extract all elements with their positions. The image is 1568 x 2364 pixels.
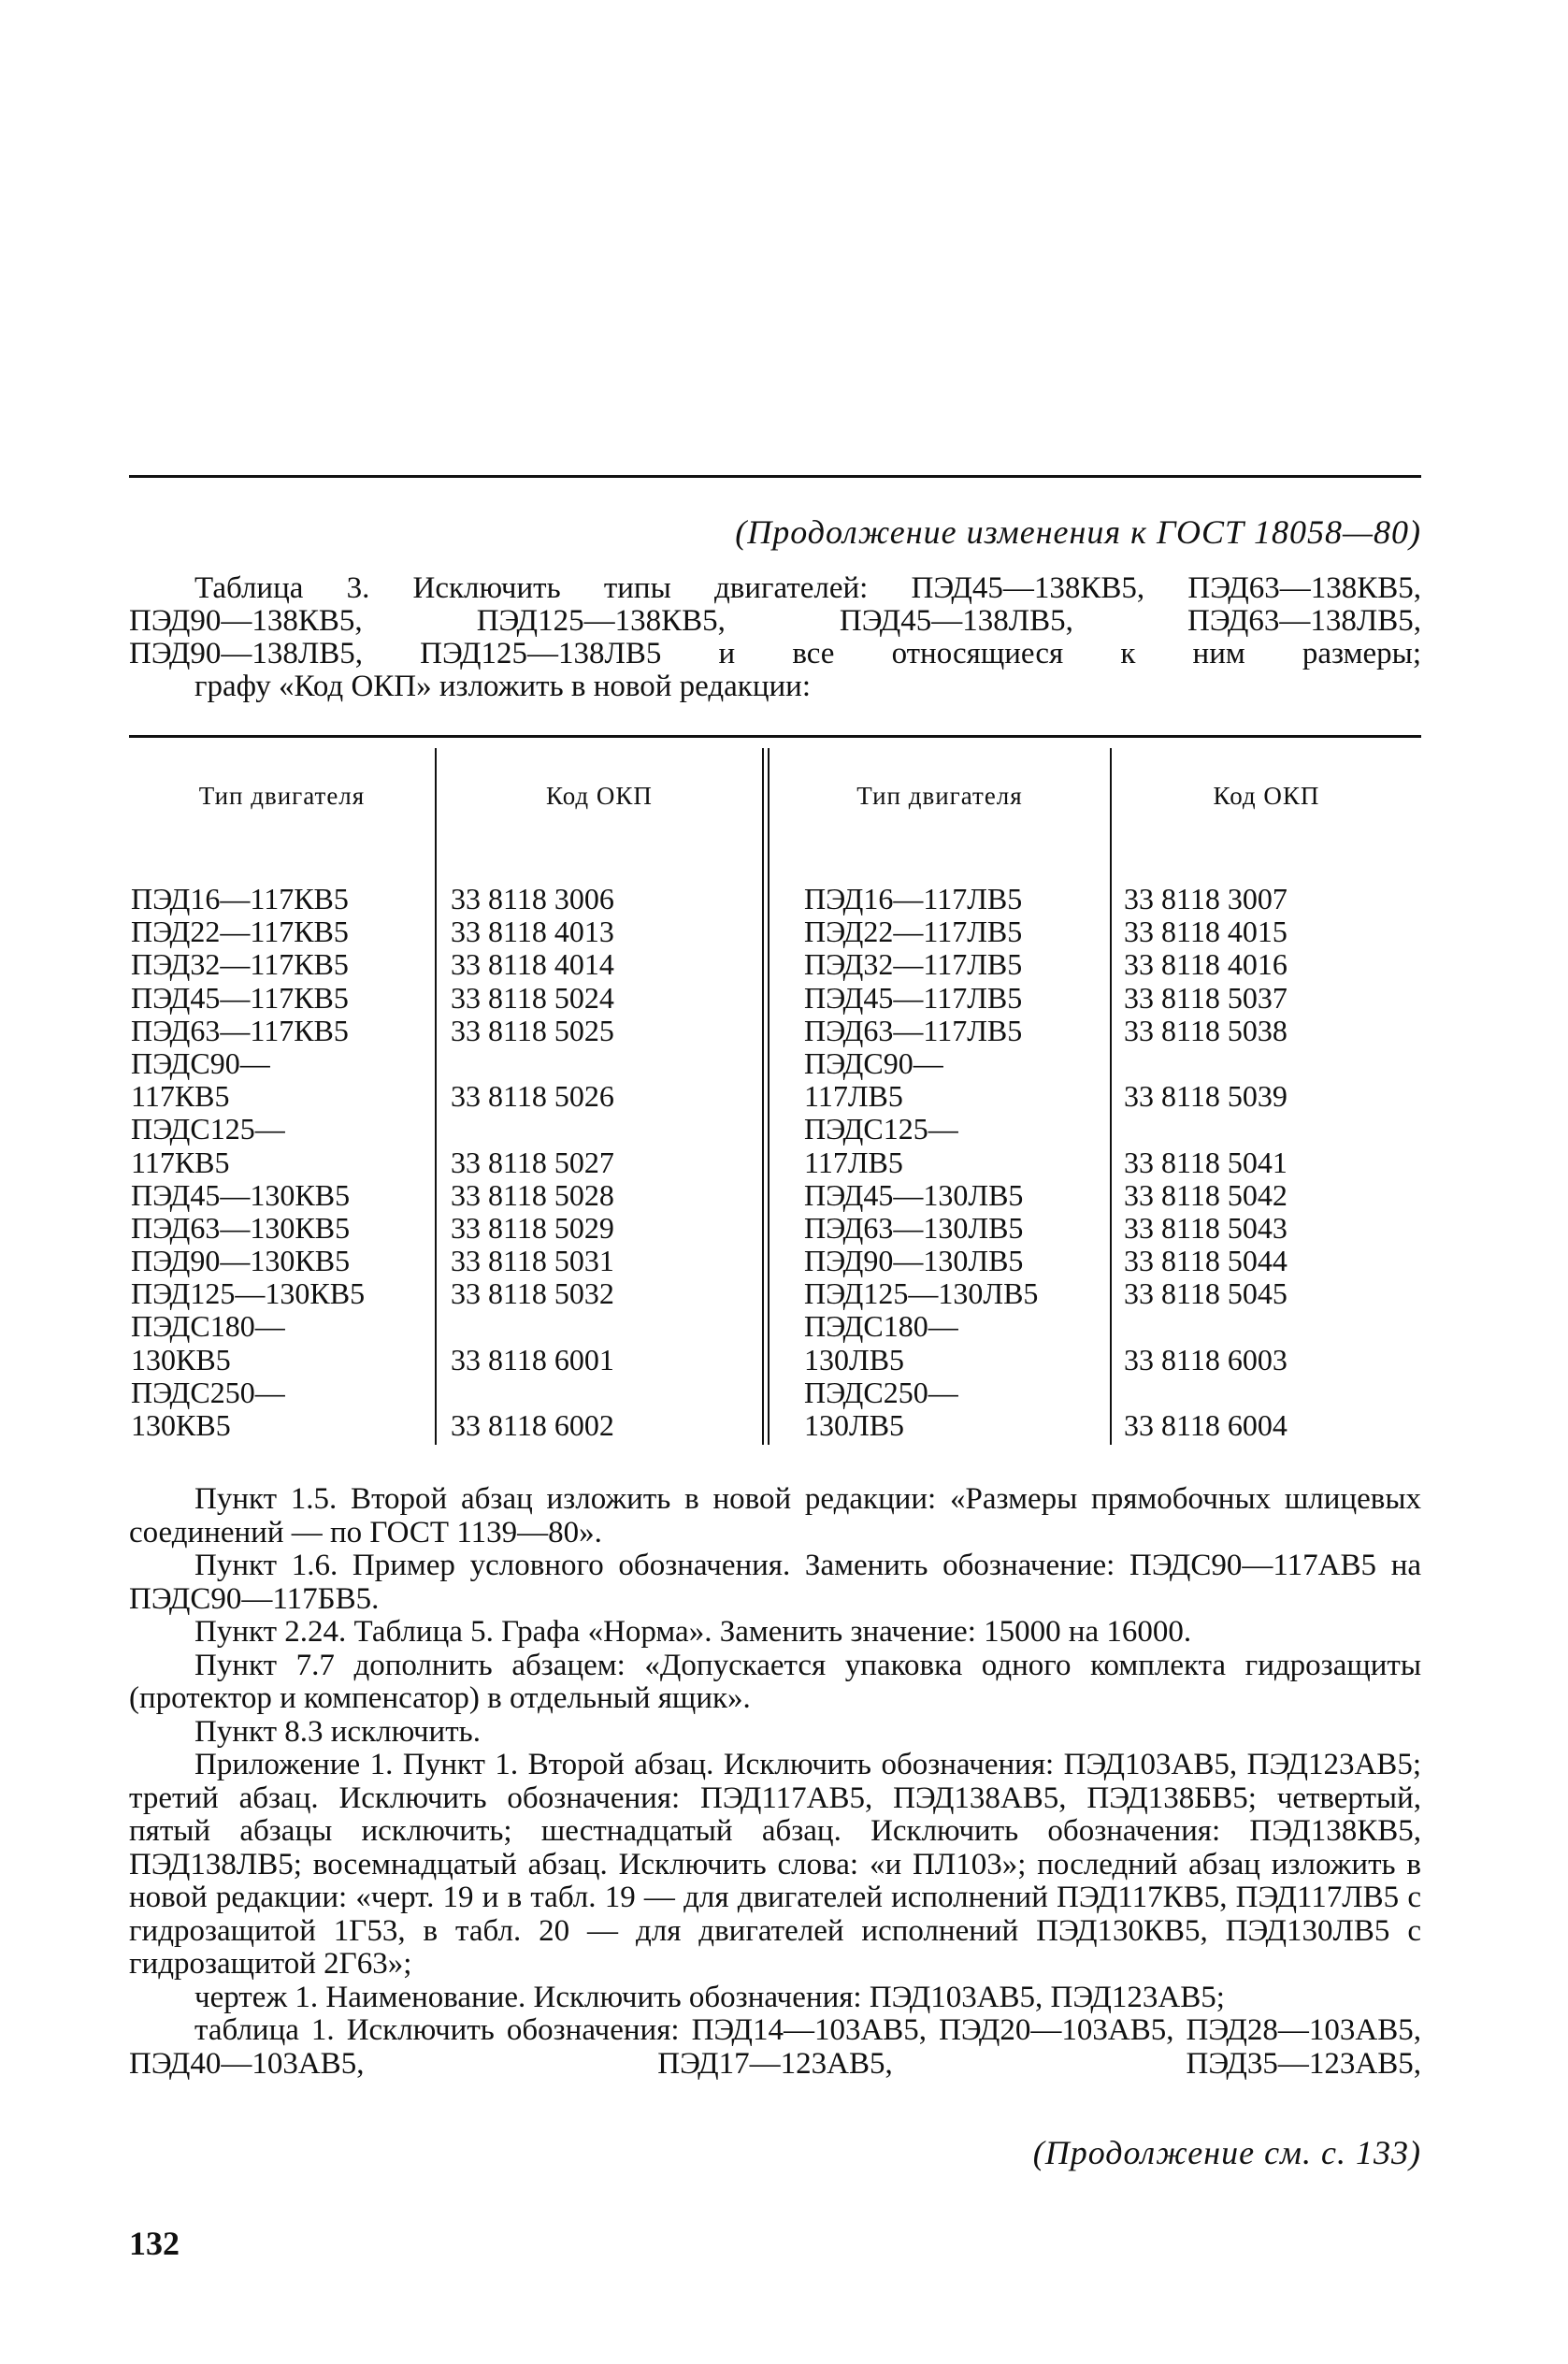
- motor-type-cell: 130КВ5: [131, 1408, 231, 1442]
- continuation-header: (Продолжение изменения к ГОСТ 18058—80): [735, 513, 1421, 551]
- header-code-left: Код ОКП: [546, 782, 653, 810]
- okp-code-cell: 33 8118 5025: [451, 1013, 614, 1047]
- motor-type-cell: ПЭД90—130ЛВ5: [804, 1244, 1024, 1278]
- paragraph-7-7: Пункт 7.7 дополнить абзацем: «Допускается упаковка одного комплекта гидрозащиты (протектор и компенсатор) в отдельный ящик».: [129, 1648, 1421, 1715]
- paragraph-1-5: Пункт 1.5. Второй абзац изложить в новой редакции: «Размеры прямобочных шлицевых соединений — по ГОСТ 1139—80».: [129, 1482, 1421, 1550]
- paragraph-appendix-1: Приложение 1. Пункт 1. Второй абзац. Исключить обозначения: ПЭД103АВ5, ПЭД123АВ5; третий абзац. Исключить обозначения: ПЭД117АВ5, ПЭД138АВ5, ПЭД138БВ5; четвертый, пятый абзацы исключить; шестнадцатый абзац. Исключить обозначения: ПЭД138КВ5, ПЭД138ЛВ5; восемнадцатый абзац. Исключить слова: «и ПЛ103»; последний абзац изложить в новой редакции: «черт. 19 и в табл. 19 — для двигателей исполнений ПЭД117КВ5, ПЭД117ЛВ5 с гидрозащитой 1Г53, в табл. 20 — для двигателей исполнений ПЭД130КВ5, ПЭД130ЛВ5 с гидрозащитой 2Г63»;: [129, 1748, 1421, 1981]
- motor-type-cell: ПЭД63—117КВ5: [131, 1013, 349, 1047]
- paragraph-table-1: таблица 1. Исключить обозначения: ПЭД14—103АВ5, ПЭД20—103АВ5, ПЭД28—103АВ5, ПЭД40—103АВ5, ПЭД17—123АВ5, ПЭД35—123АВ5,: [129, 2013, 1421, 2081]
- motor-type-cell: ПЭДС125—: [804, 1112, 958, 1146]
- okp-code-cell: 33 8118 4015: [1124, 915, 1287, 949]
- motor-type-cell: ПЭД22—117ЛВ5: [804, 915, 1023, 949]
- motor-type-cell: ПЭД125—130КВ5: [131, 1276, 366, 1311]
- okp-code-cell: 33 8118 5044: [1124, 1244, 1287, 1278]
- motor-type-cell: 117ЛВ5: [804, 1145, 903, 1179]
- column-right-types: [804, 883, 1038, 1442]
- motor-type-cell: ПЭД45—130ЛВ5: [804, 1177, 1024, 1212]
- okp-code-cell: 33 8118 6004: [1124, 1408, 1287, 1442]
- okp-code-cell: 33 8118 6002: [451, 1408, 614, 1442]
- okp-code-cell: 33 8118 5043: [1124, 1210, 1287, 1245]
- okp-code-cell: [1124, 1113, 1287, 1146]
- okp-code-cell: 33 8118 5026: [451, 1079, 614, 1114]
- motor-type-cell: ПЭДС180—: [804, 1309, 958, 1344]
- paragraph-8-3: Пункт 8.3 исключить.: [194, 1714, 481, 1749]
- okp-code-cell: 33 8118 5037: [1124, 980, 1287, 1015]
- motor-type-cell: ПЭД32—117ЛВ5: [804, 947, 1023, 982]
- okp-code-cell: [1124, 1047, 1287, 1080]
- okp-code-cell: [451, 1113, 614, 1146]
- okp-code-cell: 33 8118 6003: [1124, 1342, 1287, 1377]
- motor-type-cell: 130КВ5: [131, 1342, 231, 1377]
- okp-code-cell: 33 8118 5027: [451, 1145, 614, 1179]
- table-divider-1: [435, 748, 437, 1445]
- intro-line-2: ПЭД90—138КВ5, ПЭД125—138КВ5, ПЭД45—138ЛВ5, ПЭД63—138ЛВ5,: [129, 604, 1421, 638]
- okp-code-cell: 33 8118 5024: [451, 980, 614, 1015]
- motor-type-cell: ПЭД32—117КВ5: [131, 947, 349, 982]
- okp-code-cell: 33 8118 5038: [1124, 1013, 1287, 1047]
- okp-code-cell: 33 8118 4013: [451, 915, 614, 949]
- motor-type-cell: ПЭД45—117ЛВ5: [804, 980, 1023, 1015]
- intro-line-3: ПЭД90—138ЛВ5, ПЭД125—138ЛВ5 и все относящиеся к ним размеры;: [129, 637, 1421, 670]
- paragraph-drawing-1: чертеж 1. Наименование. Исключить обозначения: ПЭД103АВ5, ПЭД123АВ5;: [194, 1980, 1225, 2014]
- okp-code-cell: [451, 1047, 614, 1080]
- okp-code-cell: [1124, 1377, 1287, 1409]
- motor-type-cell: ПЭД16—117КВ5: [131, 882, 349, 915]
- motor-type-cell: 130ЛВ5: [804, 1342, 905, 1377]
- okp-code-cell: 33 8118 5032: [451, 1276, 614, 1311]
- header-type-right: Тип двигателя: [856, 782, 1023, 810]
- motor-type-cell: ПЭД16—117ЛВ5: [804, 882, 1023, 915]
- table-top-rule: [129, 735, 1421, 738]
- okp-code-cell: [451, 1310, 614, 1343]
- motor-type-cell: ПЭД90—130КВ5: [131, 1244, 351, 1278]
- motor-type-cell: ПЭД45—130КВ5: [131, 1177, 351, 1212]
- amendment-body: [129, 1483, 1421, 2081]
- okp-code-cell: 33 8118 5042: [1124, 1177, 1287, 1212]
- motor-type-cell: ПЭДС90—: [804, 1045, 943, 1080]
- okp-code-cell: 33 8118 5041: [1124, 1145, 1287, 1179]
- column-left-codes: [451, 883, 614, 1442]
- motor-type-cell: 117ЛВ5: [804, 1079, 903, 1114]
- motor-type-cell: ПЭД63—130КВ5: [131, 1210, 351, 1245]
- motor-type-cell: ПЭД63—117ЛВ5: [804, 1013, 1023, 1047]
- motor-type-cell: ПЭДС90—: [131, 1045, 270, 1080]
- motor-type-cell: ПЭД22—117КВ5: [131, 915, 349, 949]
- okp-code-cell: 33 8118 5039: [1124, 1079, 1287, 1114]
- paragraph-1-6: Пункт 1.6. Пример условного обозначения. Заменить обозначение: ПЭДС90—117АВ5 на ПЭДС90—117БВ5.: [129, 1549, 1421, 1616]
- motor-type-cell: ПЭДС250—: [804, 1375, 958, 1409]
- okp-code-cell: 33 8118 5028: [451, 1177, 614, 1212]
- okp-code-cell: 33 8118 3007: [1124, 882, 1287, 915]
- motor-type-cell: ПЭД63—130ЛВ5: [804, 1210, 1024, 1245]
- motor-type-cell: ПЭД125—130ЛВ5: [804, 1276, 1039, 1311]
- motor-type-cell: ПЭДС180—: [131, 1309, 285, 1344]
- table-divider-3: [1110, 748, 1112, 1445]
- okp-code-cell: 33 8118 3006: [451, 882, 614, 915]
- okp-code-cell: 33 8118 5029: [451, 1210, 614, 1245]
- column-left-types: [131, 883, 365, 1442]
- intro-line-4: графу «Код ОКП» изложить в новой редакции:: [194, 670, 811, 703]
- motor-type-cell: ПЭДС125—: [131, 1112, 285, 1146]
- okp-code-cell: 33 8118 4016: [1124, 947, 1287, 982]
- table-divider-double: [762, 748, 770, 1445]
- top-rule: [129, 475, 1421, 478]
- continuation-footer: (Продолжение см. с. 133): [1032, 2134, 1421, 2171]
- okp-code-cell: [451, 1377, 614, 1409]
- okp-code-cell: 33 8118 6001: [451, 1342, 614, 1377]
- motor-type-cell: ПЭДС250—: [131, 1375, 285, 1409]
- intro-line-1: Таблица 3. Исключить типы двигателей: ПЭД45—138КВ5, ПЭД63—138КВ5,: [194, 571, 1421, 605]
- page-number: 132: [129, 2225, 180, 2262]
- okp-code-cell: 33 8118 5031: [451, 1244, 614, 1278]
- table-intro: [129, 572, 1421, 703]
- header-type-left: Тип двигателя: [198, 782, 366, 810]
- okp-code-cell: 33 8118 4014: [451, 947, 614, 982]
- motor-type-cell: 130ЛВ5: [804, 1408, 905, 1442]
- header-code-right: Код ОКП: [1213, 782, 1320, 810]
- okp-code-cell: [1124, 1310, 1287, 1343]
- motor-type-cell: 117КВ5: [131, 1145, 230, 1179]
- okp-code-cell: 33 8118 5045: [1124, 1276, 1287, 1311]
- paragraph-2-24: Пункт 2.24. Таблица 5. Графа «Норма». Заменить значение: 15000 на 16000.: [194, 1615, 1192, 1649]
- motor-type-cell: 117КВ5: [131, 1079, 230, 1114]
- motor-type-cell: ПЭД45—117КВ5: [131, 980, 349, 1015]
- column-right-codes: [1124, 883, 1287, 1442]
